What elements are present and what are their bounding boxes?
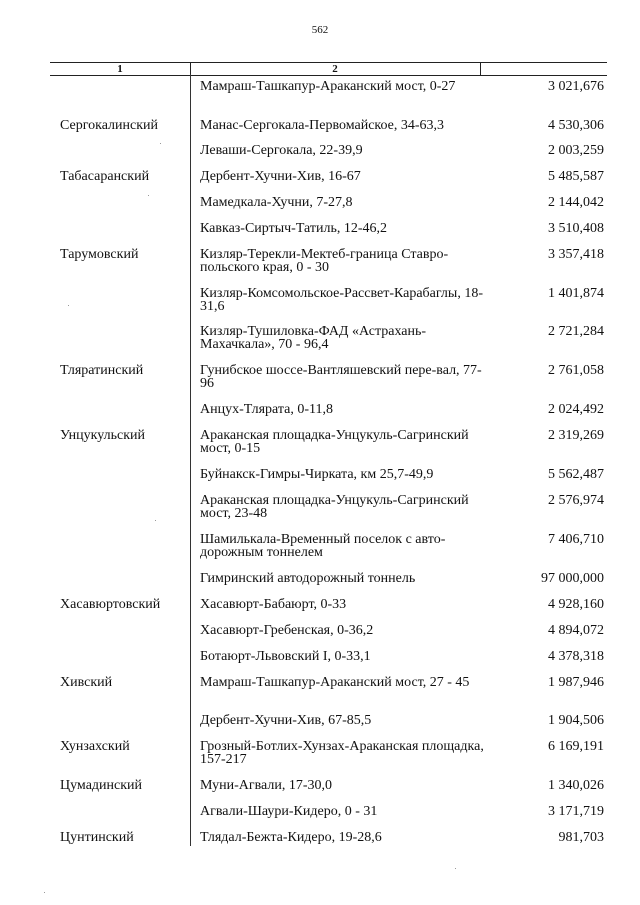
road-cell: Гунибское шоссе-Вантляшевский пере-вал, 77-96 <box>200 363 482 391</box>
road-cell: Мамедкала-Хучни, 7-27,8 <box>200 195 353 210</box>
scan-speck <box>44 892 45 893</box>
table-header <box>50 62 607 76</box>
road-cell: Араканская площадка-Унцукуль-Сагринский мост, 0-15 <box>200 428 469 456</box>
district-cell: Унцукульский <box>60 428 146 443</box>
district-cell: Сергокалинский <box>60 118 159 133</box>
value-cell: 2 761,058 <box>548 363 604 378</box>
value-cell: 3 021,676 <box>548 79 604 94</box>
district-cell: Табасаранский <box>60 169 150 184</box>
district-cell: Хасавюртовский <box>60 597 161 612</box>
header-col-1: 1 <box>117 63 123 75</box>
road-cell: Араканская площадка-Унцукуль-Сагринский мост, 23-48 <box>200 493 469 521</box>
value-cell: 4 894,072 <box>548 623 604 638</box>
road-cell: Шамилькала-Временный поселок с авто-дорожным тоннелем <box>200 532 446 560</box>
road-cell: Тлядал-Бежта-Кидеро, 19-28,6 <box>200 830 382 845</box>
column-divider <box>190 74 191 846</box>
scan-speck <box>68 305 69 306</box>
road-cell: Дербент-Хучни-Хив, 67-85,5 <box>200 713 372 728</box>
road-cell: Дербент-Хучни-Хив, 16-67 <box>200 169 361 184</box>
value-cell: 5 562,487 <box>548 467 604 482</box>
value-cell: 4 530,306 <box>548 118 604 133</box>
value-cell: 1 340,026 <box>548 778 604 793</box>
scan-speck <box>155 520 156 521</box>
value-cell: 4 378,318 <box>548 649 604 664</box>
value-cell: 2 144,042 <box>548 195 604 210</box>
road-cell: Кизляр-Терекли-Мектеб-граница Ставро-польского края, 0 - 30 <box>200 247 449 275</box>
value-cell: 2 024,492 <box>548 402 604 417</box>
value-cell: 3 171,719 <box>548 804 604 819</box>
road-cell: Буйнакск-Гимры-Чирката, км 25,7-49,9 <box>200 467 434 482</box>
value-cell: 1 401,874 <box>548 286 604 301</box>
scan-speck <box>160 143 161 144</box>
road-cell: Муни-Агвали, 17-30,0 <box>200 778 333 793</box>
value-cell: 5 485,587 <box>548 169 604 184</box>
value-cell: 7 406,710 <box>548 532 604 547</box>
value-cell: 981,703 <box>558 830 604 845</box>
value-cell: 2 003,259 <box>548 143 604 158</box>
page-number: 562 <box>311 24 329 36</box>
road-cell: Кизляр-Комсомольское-Рассвет-Карабаглы, 18-31,6 <box>200 286 483 314</box>
value-cell: 2 576,974 <box>548 493 604 508</box>
value-cell: 3 357,418 <box>548 247 604 262</box>
value-cell: 2 721,284 <box>548 324 604 339</box>
scan-speck <box>148 195 149 196</box>
road-cell: Анцух-Тлярата, 0-11,8 <box>200 402 334 417</box>
road-cell: Гимринский автодорожный тоннель <box>200 571 416 586</box>
district-cell: Хунзахский <box>60 739 130 754</box>
header-col-2: 2 <box>332 63 338 75</box>
value-cell: 6 169,191 <box>548 739 604 754</box>
road-cell: Мамраш-Ташкапур-Араканский мост, 27 - 45 <box>200 675 470 690</box>
district-cell: Цумадинский <box>60 778 143 793</box>
road-cell: Хасавюрт-Гребенская, 0-36,2 <box>200 623 374 638</box>
scan-speck <box>455 868 456 869</box>
road-cell: Мамраш-Ташкапур-Араканский мост, 0-27 <box>200 79 456 94</box>
value-cell: 4 928,160 <box>548 597 604 612</box>
road-cell: Кизляр-Тушиловка-ФАД «Астрахань-Махачкала», 70 - 96,4 <box>200 324 427 352</box>
value-cell: 97 000,000 <box>541 571 604 586</box>
road-cell: Агвали-Шаури-Кидеро, 0 - 31 <box>200 804 378 819</box>
district-cell: Хивский <box>60 675 113 690</box>
district-cell: Цунтинский <box>60 830 134 845</box>
road-cell: Манас-Сергокала-Первомайское, 34-63,3 <box>200 118 445 133</box>
district-cell: Тляратинский <box>60 363 144 378</box>
value-cell: 1 904,506 <box>548 713 604 728</box>
road-cell: Кавказ-Сиртыч-Татиль, 12-46,2 <box>200 221 388 236</box>
road-cell: Леваши-Сергокала, 22-39,9 <box>200 143 363 158</box>
value-cell: 3 510,408 <box>548 221 604 236</box>
header-divider-2 <box>480 63 481 75</box>
road-cell: Хасавюрт-Бабаюрт, 0-33 <box>200 597 347 612</box>
road-cell: Ботаюрт-Львовский I, 0-33,1 <box>200 649 371 664</box>
district-cell: Тарумовский <box>60 247 139 262</box>
value-cell: 1 987,946 <box>548 675 604 690</box>
road-cell: Грозный-Ботлих-Хунзах-Араканская площадка, 157-217 <box>200 739 484 767</box>
value-cell: 2 319,269 <box>548 428 604 443</box>
